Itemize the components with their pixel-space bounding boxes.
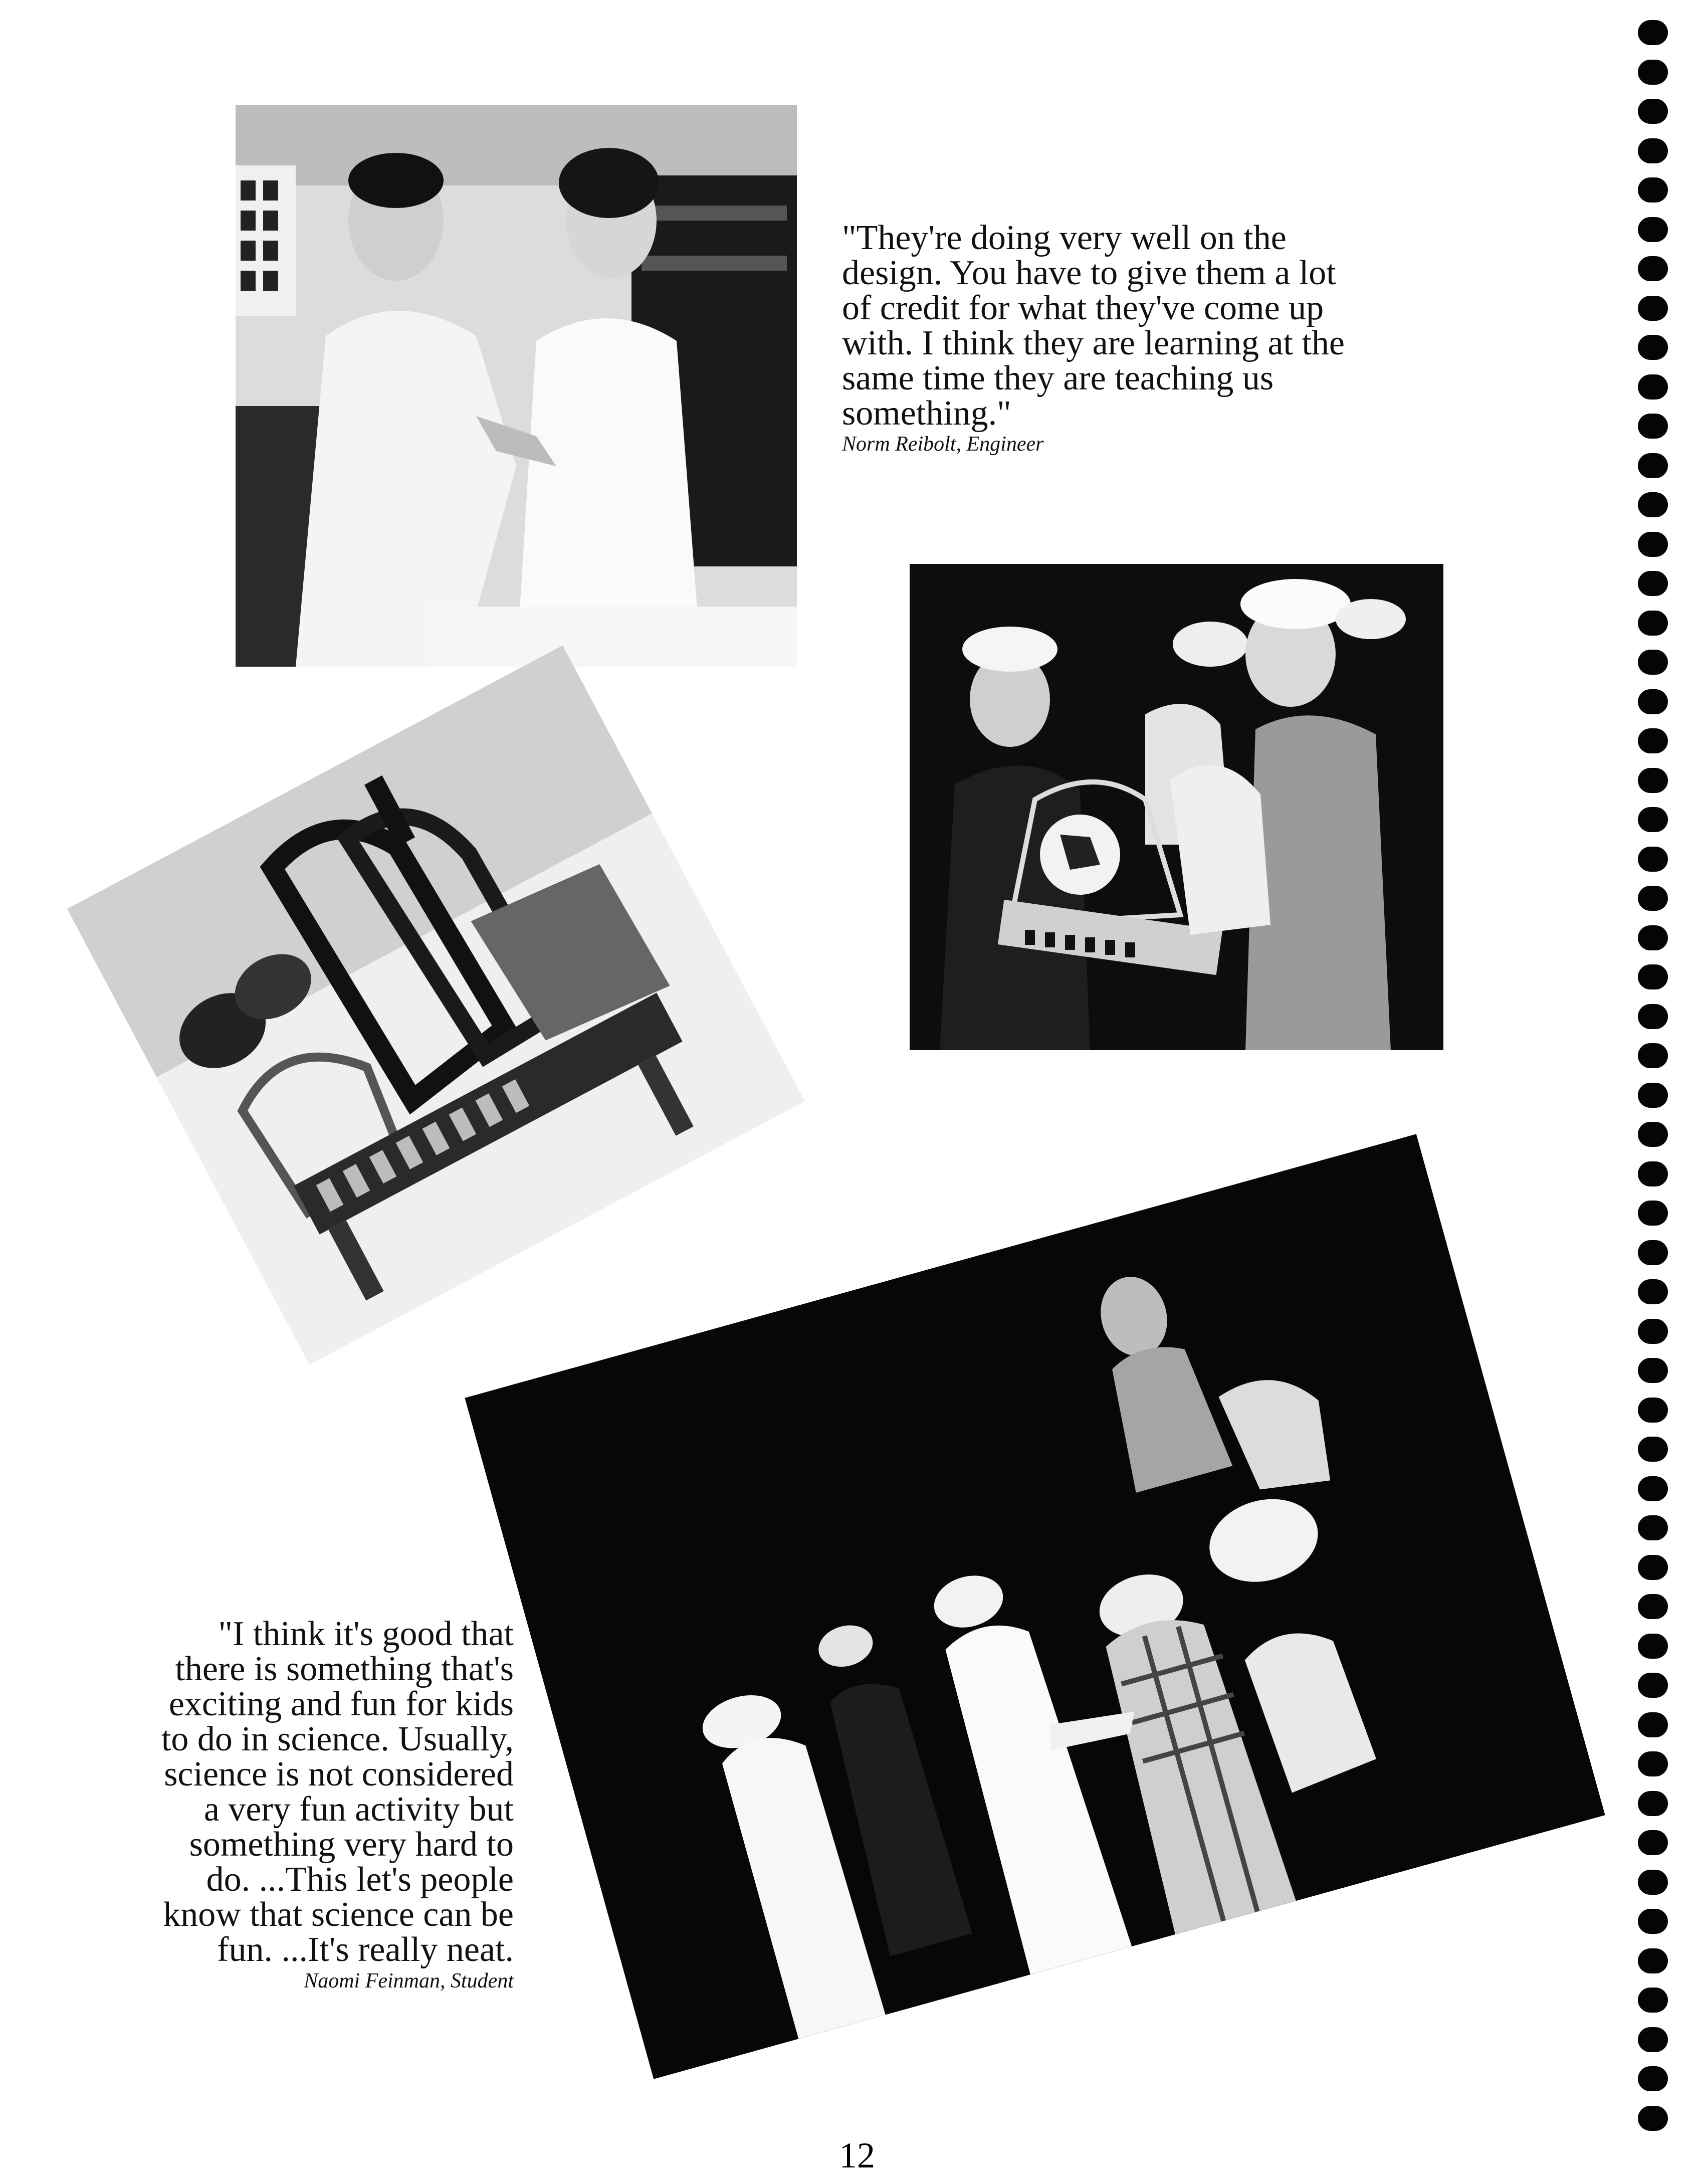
- binding-hole-icon: [1638, 1398, 1668, 1423]
- binding-hole-icon: [1638, 1319, 1668, 1344]
- quote-line: a very fun activity but: [203, 1790, 514, 1829]
- binding-hole-icon: [1638, 571, 1668, 596]
- binding-hole-icon: [1638, 177, 1668, 203]
- binding-hole-icon: [1638, 217, 1668, 242]
- binding-hole-icon: [1638, 1751, 1668, 1776]
- binding-holes: [1638, 20, 1678, 2175]
- binding-hole-icon: [1638, 1515, 1668, 1540]
- binding-hole-icon: [1638, 1201, 1668, 1226]
- photo-group-with-robot-image: [465, 1134, 1605, 2079]
- binding-hole-icon: [1638, 1555, 1668, 1580]
- binding-hole-icon: [1638, 1004, 1668, 1029]
- binding-hole-icon: [1638, 728, 1668, 753]
- quote-line: something.": [842, 394, 1011, 433]
- engineer-quote: [842, 221, 1345, 457]
- quote-line: design. You have to give them a lot: [842, 254, 1336, 292]
- quote-line: know that science can be: [163, 1895, 514, 1934]
- binding-hole-icon: [1638, 1279, 1668, 1304]
- quote-line: exciting and fun for kids: [168, 1685, 514, 1723]
- binding-hole-icon: [1638, 1083, 1668, 1108]
- binding-hole-icon: [1638, 2106, 1668, 2131]
- binding-hole-icon: [1638, 1830, 1668, 1855]
- page-number: 12: [839, 2135, 875, 2175]
- binding-hole-icon: [1638, 1122, 1668, 1147]
- binding-hole-icon: [1638, 1437, 1668, 1462]
- quote-attribution: Naomi Feinman, Student: [304, 1969, 514, 1993]
- binding-hole-icon: [1638, 1909, 1668, 1934]
- binding-hole-icon: [1638, 1988, 1668, 2013]
- binding-hole-icon: [1638, 532, 1668, 557]
- quote-line: with. I think they are learning at the: [842, 324, 1345, 362]
- binding-hole-icon: [1638, 1673, 1668, 1698]
- quote-line: fun. ...It's really neat.: [217, 1930, 514, 1969]
- quote-line: "I think it's good that: [218, 1615, 514, 1653]
- binding-hole-icon: [1638, 99, 1668, 124]
- binding-hole-icon: [1638, 925, 1668, 950]
- photo-team-carrying-robot-image: [910, 564, 1443, 1050]
- photo-team-carrying-robot: [910, 564, 1443, 1050]
- binding-hole-icon: [1638, 1791, 1668, 1816]
- binding-hole-icon: [1638, 1634, 1668, 1659]
- binding-hole-icon: [1638, 1043, 1668, 1068]
- binding-hole-icon: [1638, 492, 1668, 517]
- binding-hole-icon: [1638, 1948, 1668, 1973]
- binding-hole-icon: [1638, 1240, 1668, 1265]
- binding-hole-icon: [1638, 60, 1668, 85]
- binding-hole-icon: [1638, 20, 1668, 45]
- binding-hole-icon: [1638, 296, 1668, 321]
- binding-hole-icon: [1638, 335, 1668, 360]
- binding-hole-icon: [1638, 611, 1668, 636]
- quote-attribution: Norm Reibolt, Engineer: [842, 433, 1044, 456]
- quote-line: "They're doing very well on the: [842, 219, 1287, 257]
- photo-engineer-student: [236, 105, 797, 667]
- binding-hole-icon: [1638, 886, 1668, 911]
- photo-group-with-robot: [465, 1134, 1605, 2079]
- binding-hole-icon: [1638, 1476, 1668, 1501]
- binding-hole-icon: [1638, 2066, 1668, 2091]
- binding-hole-icon: [1638, 964, 1668, 989]
- binding-hole-icon: [1638, 768, 1668, 793]
- binding-hole-icon: [1638, 689, 1668, 714]
- binding-hole-icon: [1638, 374, 1668, 400]
- quote-line: there is something that's: [175, 1650, 514, 1688]
- binding-hole-icon: [1638, 847, 1668, 872]
- quote-line: to do in science. Usually,: [161, 1720, 514, 1758]
- quote-line: same time they are teaching us: [842, 359, 1274, 398]
- photo-robot-frame-image: [67, 645, 805, 1364]
- photo-engineer-student-image: [236, 105, 797, 667]
- binding-hole-icon: [1638, 650, 1668, 675]
- binding-hole-icon: [1638, 138, 1668, 163]
- binding-hole-icon: [1638, 1358, 1668, 1383]
- binding-hole-icon: [1638, 1594, 1668, 1619]
- binding-hole-icon: [1638, 256, 1668, 281]
- binding-hole-icon: [1638, 1161, 1668, 1186]
- quote-line: of credit for what they've come up: [842, 289, 1324, 327]
- binding-hole-icon: [1638, 414, 1668, 439]
- photo-robot-frame: [67, 645, 805, 1364]
- binding-hole-icon: [1638, 1870, 1668, 1895]
- binding-hole-icon: [1638, 807, 1668, 832]
- binding-hole-icon: [1638, 453, 1668, 478]
- binding-hole-icon: [1638, 1712, 1668, 1737]
- student-quote: [161, 1617, 514, 1995]
- binding-hole-icon: [1638, 2027, 1668, 2052]
- quote-line: something very hard to: [189, 1825, 514, 1864]
- quote-line: science is not considered: [164, 1755, 514, 1794]
- quote-line: do. ...This let's people: [206, 1860, 514, 1899]
